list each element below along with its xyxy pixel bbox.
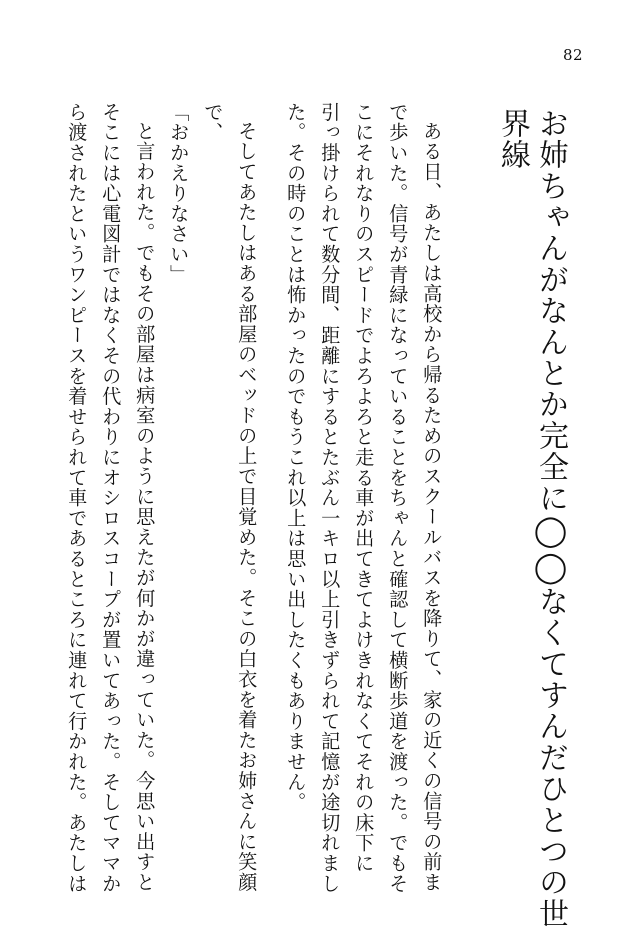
body-line-11: ら渡されたというワンピースを着せられて車であるところに連れて行かれた。あたしは [65, 102, 89, 894]
title-line-1: お姉ちゃんがなんとか完全に◯◯なくてすんだひとつの世 [533, 108, 568, 929]
body-line-1: ある日、あたしは高校から帰るためのスクールバスを降りて、家の近くの信号の前ま [420, 121, 444, 893]
body-line-5: た。その時のことは怖かったのでもうこれ以上は思い出したくもありません。 [284, 102, 308, 813]
body-line-3: こにそれなりのスピードでよろよろと走る車が出てきてよけきれなくてそれの床下に [352, 102, 376, 874]
body-line-9: と言われた。でもその部屋は病室のように思えたが何かが違っていた。今思い出すと [133, 121, 157, 893]
body-line-6: そしてあたしはある部屋のベッドの上で目覚めた。そこの白衣を着たお姉さんに笑顔 [235, 121, 259, 893]
title-line-2: 界線 [495, 108, 530, 171]
body-line-2: で歩いた。信号が青緑になっていることをちゃんと確認して横断歩道を渡った。でもそ [386, 102, 410, 894]
body-line-10: そこには心電図計ではなくその代わりにオシロスコープが置いてあった。そしてママか [99, 102, 123, 894]
body-line-7: で、 [201, 102, 225, 143]
page-number: 82 [563, 46, 584, 64]
body-line-8: 「おかえりなさい」 [167, 102, 191, 285]
body-line-4: 引っ掛けられて数分間、距離にするとたぶん一キロ以上引きずられて記憶が途切れまし [318, 102, 342, 894]
